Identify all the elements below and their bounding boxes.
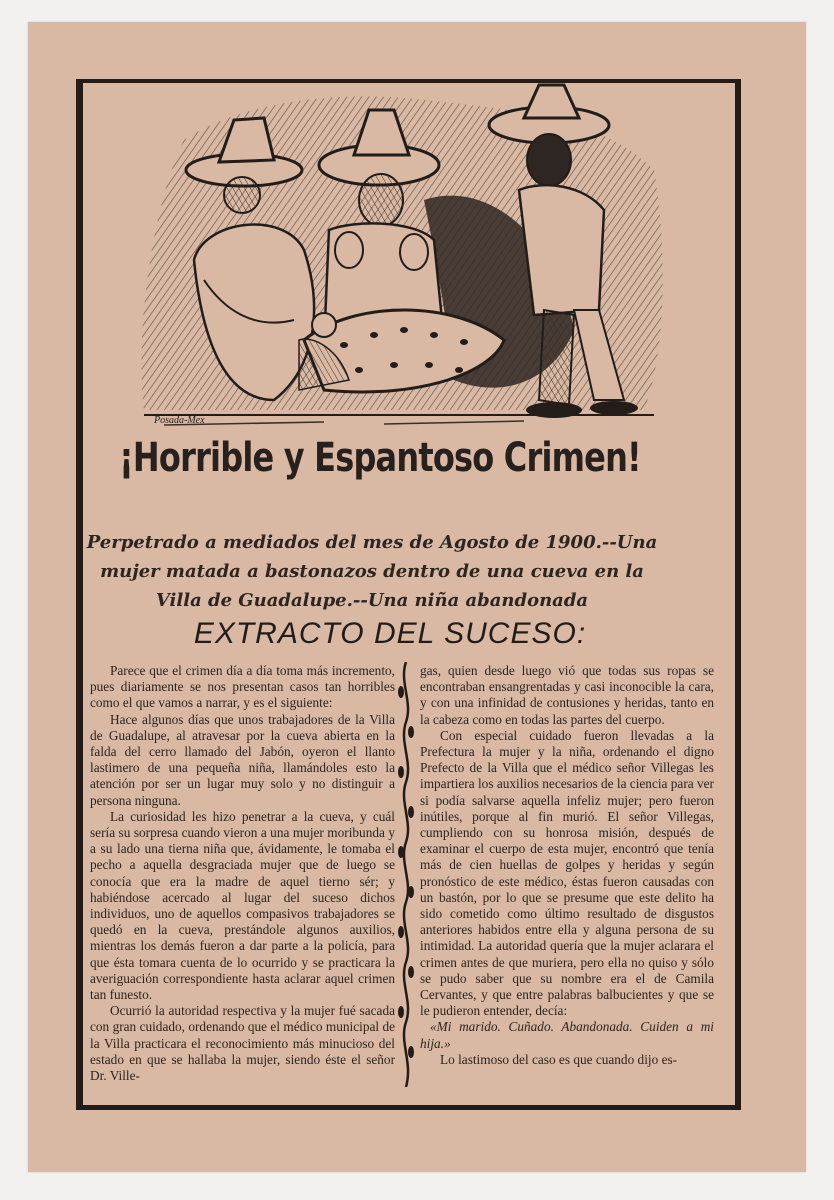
artist-signature: Posada-Mex [154,415,205,426]
subtitle-line: mujer matada a bastonazos dentro de una cueva en la [100,561,644,582]
subtitle-line: Villa de Guadalupe.--Una niña abandonada [155,590,589,611]
paragraph: gas, quien desde luego vió que todas sus ropas se encontraban ensangrentadas y casi inconocible la cara, y con una infinidad de contusiones y heridas, tanto en la cabeza como en todas las partes del cuerpo. [420,663,714,727]
paragraph: Con especial cuidado fueron llevadas a la Prefectura la mujer y la niña, ordenando el digno Prefecto de la Villa que el médico señor Villegas les impartiera los auxilios necesarios de la ciencia para ver si podía salvarse aquella infeliz mujer; pero fueron inútiles, porque al fin murió. El señor Villegas, cumpliendo con su honrosa misión, después de examinar el cuerpo de esta mujer, encontró que tenía más de cien huellas de golpes y heridas y según pronóstico de este médico, éstas fueron causadas con un bastón, por lo que se presume que este delito ha sido cometido como último resultado de disgustos anteriores habidos entre ella y alguna persona de su intimidad. La autoridad quería que la mujer aclarara el crimen antes de que muriera, pero ella no quiso y sólo se pudo saber que su nombre era el de Camila Cervantes, y que entre palabras balbucientes y que se le pudieron entender, decía: [420,727,714,1019]
subtitle-line: Perpetrado a mediados del mes de Agosto de 1900.--Una [86,532,658,553]
woodcut-scene-icon [124,80,672,440]
paragraph: Lo lastimoso del caso es que cuando dijo es- [440,1051,678,1067]
left-column [90,663,395,1084]
paragraph: Hace algunos días que unos trabajadores de la Villa de Guadalupe, al atravesar por la cueva abierta en la falda del cerro llamado del Jabón, oyeron el llanto lastimero de una pequeña niña, llamándoles esto la atención por ser un lugar muy solo y no distinguir a persona ninguna. [90,711,395,808]
subtitle [72,528,672,615]
paragraph: Parece que el crimen día a día toma más incremento, pues diariamente se nos presentan casos tan horribles como el que vamos a narrar, y es el siguiente: [90,663,395,711]
paragraph: Ocurrió la autoridad respectiva y la mujer fué sacada con gran cuidado, ordenando que el médico municipal de la Villa practicara el reconocimiento más minucioso del estado en que se hallaba la mujer, siendo éste el señor Dr. Ville- [90,1003,395,1084]
woodcut-illustration [124,80,672,440]
vine-ornament-divider [397,662,415,1087]
right-column [420,663,714,1068]
quote-paragraph: «Mi marido. Cuñado. Abandonada. Cuiden a mi hija.» [420,1019,714,1051]
headline: ¡Horrible y Espantoso Crimen! [119,435,641,481]
paragraph: La curiosidad les hizo penetrar a la cueva, y cuál sería su sorpresa cuando vieron a una mujer moribunda y a su lado una tierna niña que, ávidamente, le tomaba el pecho a aquella desgraciada mujer que de luego se conocía que era la madre de aquel tierno sér; y habiéndose acercado al lugar del suceso dichos individuos, uno de aquellos compasivos trabajadores se quedó en la cueva, prestándole algunos auxilios, mientras los demás fueron a dar parte a la policía, para que ésta tomara cuenta de lo ocurrido y se practicara la averiguación correspondiente hasta aclarar aquel crimen tan funesto. [90,808,395,1003]
section-title: EXTRACTO DEL SUCESO: [193,617,587,650]
